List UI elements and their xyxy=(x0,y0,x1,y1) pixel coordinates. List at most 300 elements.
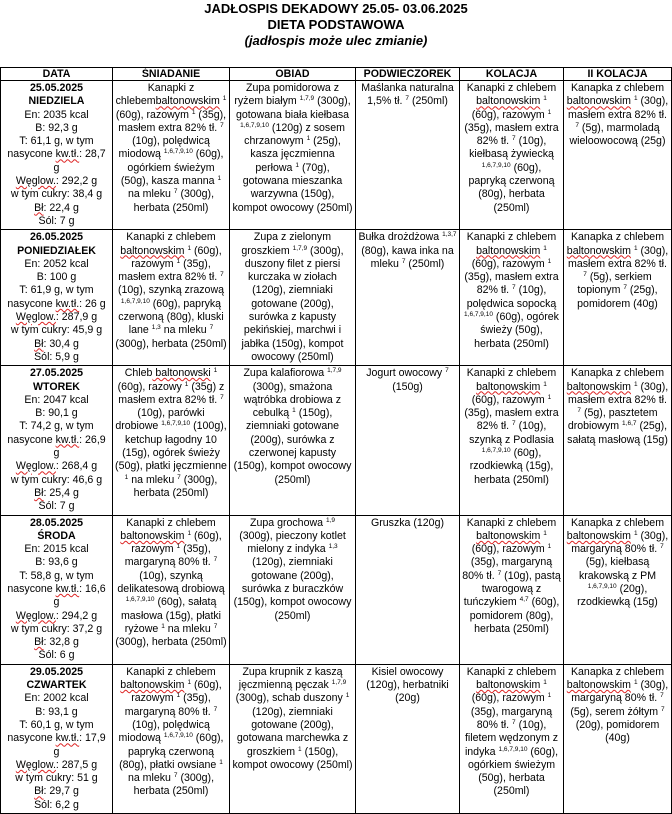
allergen-codes: 7 xyxy=(213,556,218,564)
meal-text: (250ml) xyxy=(187,337,227,350)
abbreviation: Węglow. xyxy=(15,311,56,324)
allergen-codes: 1 xyxy=(547,692,552,700)
day-date: 25.05.2025 xyxy=(29,82,84,94)
allergen-codes: 7 xyxy=(173,772,178,780)
meal-text: na mleku xyxy=(127,772,174,785)
meal-snack xyxy=(356,515,460,664)
abbreviation: Węglow. xyxy=(15,175,56,188)
document-header xyxy=(0,0,672,49)
abbreviation: Bł xyxy=(34,337,44,350)
meal-text: (60g), xyxy=(492,311,524,324)
meal-text: baltonowskim xyxy=(566,95,631,108)
allergen-codes: 7 xyxy=(661,705,665,713)
meal-text: (35g), xyxy=(464,407,493,420)
nutrition-line: Bł: 25,4 g xyxy=(34,486,79,499)
meal-text: (60g), xyxy=(510,447,542,460)
meal-text: (60g), ogórkiem xyxy=(127,148,224,174)
abbreviation: Bł xyxy=(34,486,44,499)
meal-text: piersi kurczaka w ziołach xyxy=(248,257,341,284)
meal-text: (25g), kasza xyxy=(250,135,341,161)
meal-text: herbata (250ml) xyxy=(474,473,549,486)
nutrition-line: Bł: 30,4 g xyxy=(34,337,79,350)
meal-dinner xyxy=(460,366,564,515)
meal-text: (60g), xyxy=(471,543,500,556)
meal-text: razowym xyxy=(499,108,548,121)
allergen-codes: 7 xyxy=(445,367,449,375)
column-header-lunch: OBIAD xyxy=(230,68,356,81)
meal-text: topionym xyxy=(577,284,624,297)
meal-text: (10g), xyxy=(132,718,160,731)
meal-text: (150g), kompot owocowy xyxy=(232,745,339,771)
meal-text: (60g), xyxy=(115,108,144,121)
meal-text: (300g), xyxy=(314,95,351,108)
allergen-codes: 1,6,7 xyxy=(622,420,637,428)
allergen-codes: 7 xyxy=(575,121,579,129)
nutrition-line: B: 93,6 g xyxy=(35,556,78,569)
day-name: CZWARTEK xyxy=(26,679,87,692)
meal-text: marchewka z groszkiem xyxy=(246,732,349,758)
table-row xyxy=(1,81,672,230)
meal-text: margaryną 80% tł. xyxy=(476,705,553,731)
meal-text: (5g), serkiem xyxy=(586,271,652,284)
meal-text: Kanapki z chlebem xyxy=(126,516,216,529)
meal-text: Kanapka z chlebem xyxy=(570,82,665,94)
meal-text: (30g), xyxy=(637,679,669,692)
menu-table xyxy=(0,67,672,814)
meal-text: ogórkiem świeżym (50g), xyxy=(467,758,556,785)
allergen-codes: 7 xyxy=(401,257,406,265)
meal-text: (250ml) xyxy=(493,201,530,214)
meal-text: (35g) z masłem xyxy=(118,380,225,406)
nutrition-line: T: 61,9 g, w tym xyxy=(19,284,94,297)
allergen-codes: 1 xyxy=(217,175,222,183)
meal-text: Kanapki z chlebem xyxy=(466,516,557,529)
nutrition-line: En: 2052 kcal xyxy=(24,257,89,270)
allergen-codes: 7 xyxy=(512,420,516,428)
meal-text: (300g), xyxy=(252,380,287,393)
meal-text: 10 xyxy=(205,433,217,446)
meal-text: Kanapki z chlebem xyxy=(126,665,216,678)
day-date: 27.05.2025 xyxy=(29,367,84,380)
allergen-codes: 1 xyxy=(633,95,638,103)
meal-text: (60g), xyxy=(527,745,559,758)
meal-text: Bułka drożdżowa xyxy=(358,231,443,244)
meal-text: na xyxy=(160,324,176,337)
meal-text: mleku xyxy=(370,257,402,270)
abbreviation: Węglow. xyxy=(15,609,56,622)
allergen-codes: 1 xyxy=(547,393,552,401)
meal-text: (35g), xyxy=(470,705,499,718)
meal-text: (60g), xyxy=(528,596,560,609)
allergen-codes: 7 xyxy=(512,284,516,292)
abbreviation: kw.tł. xyxy=(55,433,80,446)
nutrition-line: Sól: 5,9 g xyxy=(34,350,79,363)
meal-text: mleku xyxy=(175,324,210,337)
meal-text: ogórek świeży (50g), xyxy=(480,311,559,337)
day-date: 28.05.2025 xyxy=(29,516,84,529)
meal-text: Kanapka z chlebem xyxy=(570,516,665,529)
meal-lunch xyxy=(230,81,356,230)
meal-text: masłem extra 82% tł. xyxy=(568,393,667,406)
meal-text: (60g), xyxy=(471,257,500,270)
abbreviation: kw.tł. xyxy=(55,732,80,745)
allergen-codes: 1 xyxy=(184,380,189,388)
meal-text: wieloowocową (25g) xyxy=(569,135,666,148)
allergen-codes: 1,3 xyxy=(328,543,338,551)
meal-text: extra 82% tł. xyxy=(155,271,221,284)
meal-text: (300g), herbata (250ml) xyxy=(133,772,215,798)
nutrition-line: En: 2047 kcal xyxy=(24,393,89,406)
allergen-codes: 4,7 xyxy=(519,596,529,604)
meal-text: (20g), xyxy=(616,582,648,595)
meal-text: masłem extra 82% tł. xyxy=(476,121,559,148)
meal-text: sałatą masłowa (15g), xyxy=(120,596,217,622)
meal-text: (250ml) xyxy=(169,486,209,499)
meal-text: (10g), kiełbasą żywiecką xyxy=(469,135,554,161)
allergen-codes: 7 xyxy=(660,692,664,700)
meal-text: białym xyxy=(263,95,300,108)
abbreviation: kw.tł. xyxy=(55,148,80,161)
meal-text: baltonowskim xyxy=(155,95,220,108)
meal-text: warzywna (150g), kompot xyxy=(232,188,335,214)
meal-text: Kanapki z chlebem xyxy=(466,82,557,94)
column-header-second-dinner: II KOLACJA xyxy=(564,68,672,81)
meal-text: polędwicą miodową xyxy=(118,135,210,161)
nutrition-line: En: 2015 kcal xyxy=(24,543,89,556)
meal-text: (35g), masłem xyxy=(118,108,227,134)
allergen-codes: 1 xyxy=(543,244,547,252)
meal-text: (80g), kawa inka na xyxy=(361,244,454,257)
allergen-codes: 1 xyxy=(345,692,350,700)
column-header-snack: PODWIECZOREK xyxy=(356,68,460,81)
meal-text: czerwonej kapusty (150g), xyxy=(233,447,337,473)
allergen-codes: 1,3 xyxy=(151,324,161,332)
meal-text: Kisiel owocowy (120g), xyxy=(366,665,444,692)
meal-text: (60g), xyxy=(154,596,186,609)
meal-text: płatki ryżowe xyxy=(124,609,222,635)
meal-text: krakowską z PM xyxy=(578,569,657,582)
meal-text: (35g), xyxy=(464,121,493,134)
meal-text: rzodkiewką (15g) xyxy=(577,596,658,609)
meal-text: (60g), papryką xyxy=(468,161,542,188)
allergen-codes: 1 xyxy=(161,622,165,630)
nutrition-line: nasycone kw.tł.: 17,9 g xyxy=(7,732,106,758)
meal-text: baltonowskim xyxy=(566,679,631,692)
meal-text: Kanapka z chlebem xyxy=(570,231,665,244)
allergen-codes: 1 xyxy=(298,745,302,753)
meal-text: (250ml) xyxy=(405,257,445,270)
allergen-codes: 7 xyxy=(220,271,224,279)
meal-text: Jogurt owocowy xyxy=(366,367,446,380)
meal-text: drobiowym xyxy=(567,420,623,433)
meal-text: (300g), herbata xyxy=(133,473,218,499)
meal-text: Kanapki z chlebem xyxy=(115,82,195,108)
nutrition-line: B: 100 g xyxy=(36,271,77,284)
meal-text: (60g), xyxy=(117,380,146,393)
meal-text: (35g), masłem xyxy=(118,257,211,284)
meal-text: masłem extra 82% tł. xyxy=(476,407,559,433)
meal-text: drobiową xyxy=(178,582,225,595)
meal-text: Gruszka (120g) xyxy=(370,516,444,529)
meal-snack xyxy=(356,81,460,230)
meal-text: razowym xyxy=(131,543,177,556)
meal-text: (200g), gotowana xyxy=(236,718,334,745)
nutrition-line: Sól: 7 g xyxy=(38,500,75,513)
abbreviation: Bł xyxy=(34,785,44,798)
meal-text: (40g) xyxy=(605,732,630,745)
meal-text: Kanapka z chlebem xyxy=(570,367,665,380)
allergen-codes: 1,6,7,9,10 xyxy=(125,596,155,604)
allergen-codes: 7 xyxy=(209,324,214,332)
nutrition-line: Sól: 6,2 g xyxy=(34,798,79,811)
meal-text: sopocką xyxy=(513,297,557,310)
table-row xyxy=(1,515,672,664)
meal-text: owocowy (250ml) xyxy=(267,201,353,214)
day-name: NIEDZIELA xyxy=(28,95,85,108)
abbreviation: Węglow. xyxy=(15,460,56,473)
allergen-codes: 7 xyxy=(405,95,410,103)
meal-text: baltonowski xyxy=(152,367,211,380)
column-header-dinner: KOLACJA xyxy=(460,68,564,81)
meal-dinner xyxy=(460,515,564,664)
meal-text: masłem extra 82% tł. xyxy=(568,257,667,270)
nutrition-line: B: 90,1 g xyxy=(35,407,78,420)
allergen-codes: 1,3,7 xyxy=(442,231,457,239)
meal-text: na mleku xyxy=(164,622,214,635)
day-name: WTOREK xyxy=(33,380,80,393)
abbreviation: kw.tł. xyxy=(55,582,80,595)
meal-text: margaryną 80% tł. xyxy=(124,705,214,718)
meal-text: manna xyxy=(179,175,218,188)
meal-lunch xyxy=(230,366,356,515)
table-row xyxy=(1,230,672,366)
meal-text: (120g), ziemniaki xyxy=(252,556,333,569)
allergen-codes: 1 xyxy=(543,529,547,537)
meal-text: polędwicą miodową xyxy=(118,718,210,745)
nutrition-line: Bł: 29,7 g xyxy=(34,785,79,798)
allergen-codes: 1,6,7,9,10 xyxy=(481,161,511,169)
nutrition-line: w tym cukry: 37,2 g xyxy=(10,622,103,635)
allergen-codes: 7 xyxy=(177,473,181,481)
meal-text: płatki jęczmienne xyxy=(142,460,227,473)
meal-text: pomidorem (40g) xyxy=(577,297,658,310)
nutrition-line: En: 2002 kcal xyxy=(24,692,89,705)
allergen-codes: 1,7,9 xyxy=(292,244,308,252)
meal-text: (5g), pasztetem xyxy=(581,407,658,420)
meal-text: z indyka xyxy=(464,732,559,758)
meal-text: (25g), xyxy=(636,420,668,433)
nutrition-line: Węglow.: 292,2 g xyxy=(15,175,98,188)
allergen-codes: 1 xyxy=(176,692,181,700)
meal-text: margaryną 80% tł. xyxy=(571,692,661,705)
meal-text: (250ml) xyxy=(313,758,353,771)
nutrition-line: Węglow.: 287,9 g xyxy=(15,311,98,324)
meal-text: baltonowskim xyxy=(476,95,541,108)
meal-text: smażona wątróbka drobiowa xyxy=(243,380,333,406)
meal-text: (5g), marmoladą xyxy=(578,121,660,134)
meal-text: Zupa krupnik z kaszą xyxy=(242,665,343,678)
allergen-codes: 7 xyxy=(497,569,502,577)
allergen-codes: 1 xyxy=(633,679,638,687)
meal-text: Zupa grochowa xyxy=(249,516,326,529)
meal-text: (60g), xyxy=(471,692,500,705)
allergen-codes: 1 xyxy=(543,380,547,388)
allergen-codes: 1,6,7,9,10 xyxy=(240,121,269,129)
meal-text: (30g), xyxy=(637,244,669,257)
meal-text: czerwoną (80g), herbata xyxy=(478,175,555,201)
nutrition-line: w tym cukry: 45,9 g xyxy=(10,324,103,337)
nutrition-line: T: 58,8 g, w tym xyxy=(19,569,94,582)
day-date: 26.05.2025 xyxy=(29,231,84,244)
meal-text: herbata (250ml) xyxy=(474,622,549,635)
date-cell xyxy=(1,230,113,366)
meal-text: (60g), xyxy=(191,244,222,257)
meal-text: baltonowskim xyxy=(476,380,541,393)
meal-text: (10g), polędwica xyxy=(466,284,547,310)
meal-text: Zupa kalafiorowa xyxy=(243,367,328,380)
nutrition-line: w tym cukry: 46,6 g xyxy=(10,473,103,486)
meal-snack xyxy=(356,366,460,515)
meal-text: (200g), surówka z kapusty xyxy=(248,297,337,324)
allergen-codes: 1 xyxy=(187,529,192,537)
allergen-codes: 1 xyxy=(187,244,192,252)
meal-text: (120g) z sosem xyxy=(268,121,345,134)
allergen-codes: 7 xyxy=(220,121,224,129)
allergen-codes: 7 xyxy=(623,284,627,292)
meal-text: (120g), ziemniaki gotowane xyxy=(251,284,333,310)
date-cell xyxy=(1,81,113,230)
allergen-codes: 1 xyxy=(292,407,296,415)
meal-text: buraczków (150g), kompot xyxy=(233,582,344,609)
meal-text: (15g), ogórek świeży (50g), xyxy=(115,447,220,473)
allergen-codes: 1,9 xyxy=(325,516,335,524)
meal-breakfast xyxy=(113,366,230,515)
meal-text: (10g), xyxy=(118,284,146,297)
meal-text: chrzanowym xyxy=(244,135,307,148)
meal-text: na mleku xyxy=(128,473,178,486)
meal-text: Zupa z zielonym groszkiem xyxy=(241,231,332,257)
meal-snack xyxy=(356,664,460,813)
meal-text: Maślanka naturalna xyxy=(361,82,454,94)
meal-dinner xyxy=(460,230,564,366)
meal-text: jęczmienną pęczak xyxy=(238,679,332,692)
allergen-codes: 1 xyxy=(547,108,552,116)
nutrition-line: Węglow.: 294,2 g xyxy=(15,609,98,622)
meal-text: czerwoną (80g), płatki xyxy=(119,745,214,771)
meal-text: z cebulką xyxy=(252,393,342,420)
allergen-codes: 1 xyxy=(187,679,192,687)
meal-text: gotowana mieszanka xyxy=(242,175,343,188)
meal-text: (150g), kompot owocowy xyxy=(251,337,344,363)
date-cell xyxy=(1,515,113,664)
meal-text: baltonowskim xyxy=(566,244,631,257)
allergen-codes: 7 xyxy=(660,543,664,551)
meal-text: (300g), herbata xyxy=(115,337,188,350)
day-date: 29.05.2025 xyxy=(29,665,84,678)
meal-text: szynką delikatesową xyxy=(117,569,203,595)
allergen-codes: 1 xyxy=(219,758,223,766)
table-row xyxy=(1,664,672,813)
meal-text: (5g), serem żółtym xyxy=(570,705,662,718)
meal-text: masłem extra 82% tł. xyxy=(568,108,667,121)
meal-text: szynką zrazową xyxy=(145,284,224,297)
meal-text: (10g), szynką z Podlasia xyxy=(469,420,554,446)
nutrition-line: B: 93,1 g xyxy=(35,705,78,718)
meal-dinner xyxy=(460,81,564,230)
allergen-codes: 1 xyxy=(543,679,547,687)
allergen-codes: 1 xyxy=(176,543,181,551)
meal-text: (300g), xyxy=(239,529,273,542)
meal-text: Kanapki z chlebem xyxy=(466,367,557,380)
meal-text: (70g), xyxy=(299,161,330,174)
meal-text: (60g), xyxy=(471,393,500,406)
meal-text: razowym xyxy=(143,108,192,121)
allergen-codes: 1 xyxy=(176,257,181,265)
meal-text: herbata (250ml) xyxy=(474,337,549,350)
meal-text: baltonowskim xyxy=(120,529,185,542)
meal-text: (10g), xyxy=(139,569,167,582)
meal-text: baltonowskim xyxy=(476,244,541,257)
nutrition-line: nasycone kw.tł.: 26 g xyxy=(7,297,106,310)
meal-dinner xyxy=(460,664,564,813)
allergen-codes: 1 xyxy=(633,380,638,388)
nutrition-line: Sól: 7 g xyxy=(38,214,75,227)
nutrition-line: T: 60,1 g, w tym xyxy=(19,718,94,731)
document-title: JADŁOSPIS DEKADOWY 25.05- 03.06.2025 xyxy=(204,1,468,16)
allergen-codes: 7 xyxy=(213,622,218,630)
meal-text: (35g), xyxy=(470,556,499,569)
meal-breakfast xyxy=(113,230,230,366)
allergen-codes: 1 xyxy=(633,529,638,537)
meal-breakfast xyxy=(113,81,230,230)
meal-text: razowym xyxy=(499,543,548,556)
allergen-codes: 1 xyxy=(295,161,300,169)
meal-text: (150g), ziemniaki xyxy=(245,407,333,433)
nutrition-line: nasycone kw.tł.: 28,7 g xyxy=(7,148,106,174)
diet-name: DIETA PODSTAWOWA xyxy=(267,17,405,32)
meal-text: razowym xyxy=(131,257,177,270)
day-name: PONIEDZIAŁEK xyxy=(17,244,96,257)
meal-text: (10g), pastą twarogową xyxy=(481,569,561,595)
meal-text: (35g), xyxy=(180,692,211,705)
meal-text: (150g) xyxy=(392,380,423,393)
allergen-codes: 1 xyxy=(633,244,638,252)
menu-change-note: (jadłospis może ulec zmianie) xyxy=(244,33,428,48)
date-cell xyxy=(1,664,113,813)
meal-text: z tuńczykiem xyxy=(463,582,542,609)
meal-text: pekińskiej, marchwi i jabłka xyxy=(241,324,342,350)
meal-second-dinner xyxy=(564,664,672,813)
meal-breakfast xyxy=(113,515,230,664)
nutrition-line: B: 92,3 g xyxy=(35,121,78,134)
meal-snack xyxy=(356,230,460,366)
allergen-codes: 7 xyxy=(512,718,516,726)
allergen-codes: 7 xyxy=(512,135,516,143)
meal-text: extra 82% tł. xyxy=(155,393,221,406)
meal-text: Kanapki z chlebem xyxy=(466,231,557,244)
meal-text: razowym xyxy=(499,257,548,270)
abbreviation: Węglow. xyxy=(15,758,56,771)
day-name: ŚRODA xyxy=(37,529,76,542)
abbreviation: Bł xyxy=(34,636,44,649)
allergen-codes: 1 xyxy=(222,95,227,103)
meal-text: (60g), papryką xyxy=(128,732,224,758)
nutrition-line: T: 61,1 g, w tym xyxy=(19,135,94,148)
allergen-codes: 1 xyxy=(213,367,218,375)
meal-text: (300g), schab duszony xyxy=(235,692,346,705)
header-row xyxy=(1,68,672,81)
allergen-codes: 1,7,9 xyxy=(299,95,315,103)
